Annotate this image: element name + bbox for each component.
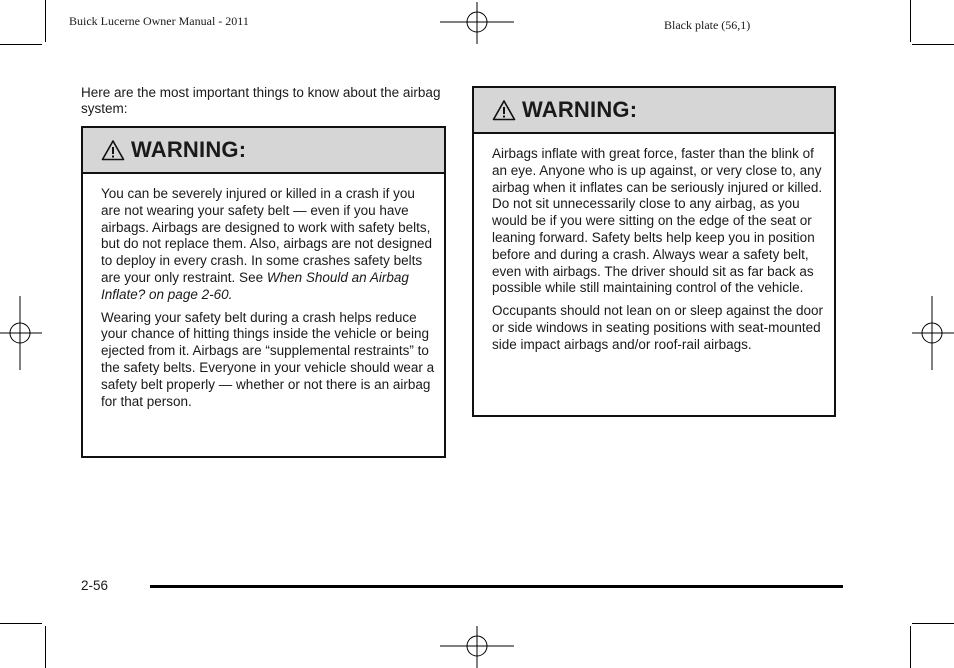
crop-mark-top-right-h — [912, 44, 954, 45]
crop-mark-bottom-right-v — [910, 626, 911, 668]
warning-triangle-icon — [101, 139, 125, 161]
registration-mark-icon — [440, 626, 514, 668]
crop-mark-top-left-h — [0, 44, 42, 45]
warning-body — [83, 174, 444, 410]
warning-title: WARNING: — [522, 97, 638, 122]
warning-text: You can be severely injured or killed in a crash if you are not wearing your safety belt — even if you have airbags. Airbags are designed to work with safety belts, but do not replace them. Also, airbags are not designed to deploy in every crash. In some crashes safety belts are your only restraint. See — [101, 186, 432, 285]
plate-label: Black plate (56,1) — [664, 18, 751, 32]
cross-reference-link[interactable]: When Should an Airbag Inflate? on page 2-60. — [101, 269, 409, 302]
crop-mark-bottom-left-v — [45, 626, 46, 668]
crop-mark-bottom-right-h — [912, 623, 954, 624]
crop-mark-top-right-v — [910, 0, 911, 42]
warning-box-left — [81, 126, 446, 458]
manual-title: Buick Lucerne Owner Manual - 2011 — [69, 14, 249, 28]
page-number: 2-56 — [81, 578, 109, 593]
crop-mark-bottom-left-h — [0, 623, 42, 624]
warning-title: WARNING: — [131, 137, 247, 162]
warning-paragraph: Wearing your safety belt during a crash helps reduce your chance of hitting things inside the vehicle or being ejected from it. Airbags are “supplemental restraints” to the safety belts. Everyone in your vehicle should wear a safety belt properly — whether or not there is an airbag for that person. — [101, 309, 435, 409]
warning-header — [83, 128, 444, 174]
footer-rule — [150, 585, 843, 588]
warning-header — [474, 88, 834, 134]
registration-mark-icon — [912, 296, 954, 370]
warning-triangle-icon — [492, 99, 516, 121]
warning-paragraph: Occupants should not lean on or sleep against the door or side windows in seating positions with seat-mounted side impact airbags and/or roof-rail airbags. — [492, 303, 823, 352]
registration-mark-icon — [440, 2, 514, 44]
warning-paragraph — [101, 186, 436, 304]
registration-mark-icon — [0, 296, 42, 370]
warning-body — [474, 134, 834, 354]
warning-paragraph: Airbags inflate with great force, faster than the blink of an eye. Anyone who is up against, or very close to, any airbag when it inflates can be seriously injured or killed. Do not sit unnecessarily close to any airbag, as you would be if you were sitting on the edge of the seat or leaning forward. Safety belts help keep you in position before and during a crash. Always wear a safety belt, even with airbags. The driver should sit as far back as possible while still maintaining control of the vehicle. — [492, 146, 823, 296]
crop-mark-top-left-v — [45, 0, 46, 42]
warning-box-right — [472, 86, 836, 417]
intro-text: Here are the most important things to know about the airbag system: — [81, 85, 441, 116]
